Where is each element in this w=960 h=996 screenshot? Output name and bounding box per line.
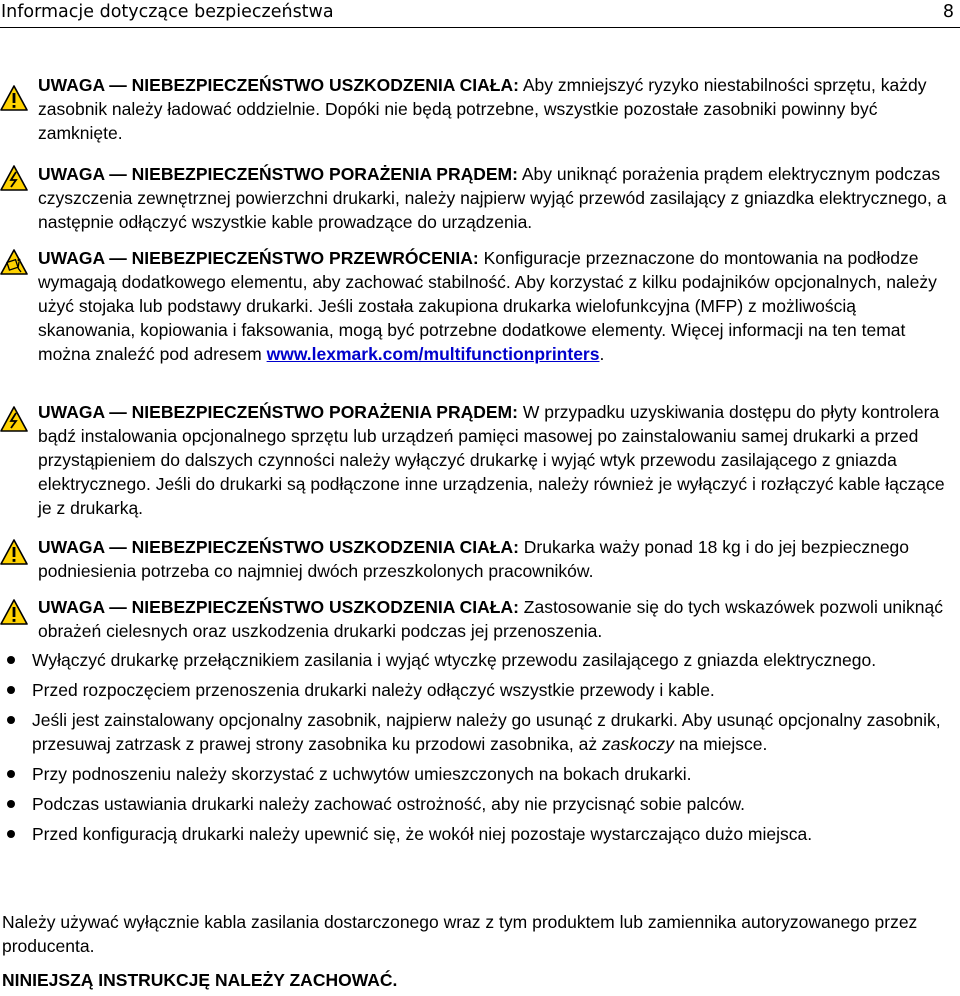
warning-block [0, 535, 950, 583]
list-item: Wyłączyć drukarkę przełącznikiem zasilania i wyjąć wtyczkę przewodu zasilającego z gniazda elektrycznego. [0, 648, 960, 672]
warning-exclamation-icon [0, 539, 28, 565]
warning-heading: UWAGA — NIEBEZPIECZEŃSTWO PORAŻENIA PRĄDEM: [38, 402, 518, 422]
warning-shock-icon [0, 406, 28, 432]
list-item: Przed rozpoczęciem przenoszenia drukarki należy odłączyć wszystkie przewody i kable. [0, 678, 960, 702]
warning-block [0, 162, 950, 234]
bullet-icon [7, 770, 15, 778]
bullet-icon [7, 686, 15, 694]
warning-heading: UWAGA — NIEBEZPIECZEŃSTWO USZKODZENIA CIAŁA: [38, 597, 519, 617]
page-header [0, 0, 960, 28]
list-item: Przy podnoszeniu należy skorzystać z uchwytów umieszczonych na bokach drukarki. [0, 762, 960, 786]
warning-text: Aby zmniejszyć ryzyko niestabilności sprzętu, każdy zasobnik należy ładować oddzielnie. Dopóki nie będą potrzebne, wszystkie pozostałe zasobniki powinny być zamknięte. [38, 75, 927, 143]
warning-block [0, 595, 950, 643]
multifunction-printers-link[interactable]: www.lexmark.com/multifunctionprinters [266, 344, 600, 364]
warning-block [0, 246, 950, 366]
warning-exclamation-icon [0, 599, 28, 625]
bullet-icon [7, 800, 15, 808]
warning-shock-icon [0, 165, 28, 191]
page-number: 8 [942, 2, 954, 22]
warning-block [0, 400, 950, 520]
save-instructions-footer: NINIEJSZĄ INSTRUKCJĘ NALEŻY ZACHOWAĆ. [2, 970, 398, 990]
warning-text: Aby uniknąć porażenia prądem elektrycznym podczas czyszczenia zewnętrznej powierzchni drukarki, należy najpierw wyjąć przewód zasilający z gniazdka elektrycznego, a następnie odłączyć wszystkie kable prowadzące do urządzenia. [38, 164, 947, 232]
warning-heading: UWAGA — NIEBEZPIECZEŃSTWO USZKODZENIA CIAŁA: [38, 537, 519, 557]
warning-block [0, 73, 940, 145]
warning-text: Konfiguracje przeznaczone do montowania na podłodze wymagają dodatkowego elementu, aby zachować stabilność. Aby korzystać z kilku podajników opcjonalnych, należy użyć stojaka lub podstawy drukarki. Jeśli została zakupiona drukarka wielofunkcyjna (MFP) z możliwością skanowania, kopiowania i faksowania, mogą być potrzebne dodatkowe elementy. Więcej informacji na ten temat można znaleźć pod adresem [38, 248, 937, 364]
warning-heading: UWAGA — NIEBEZPIECZEŃSTWO PORAŻENIA PRĄDEM: [38, 164, 518, 184]
warning-text: W przypadku uzyskiwania dostępu do płyty kontrolera bądź instalowania opcjonalnego sprzętu lub urządzeń pamięci masowej po zainstalowaniu samej drukarki a przed przystąpieniem do dalszych czynności należy wyłączyć drukarkę i wyjąć wtyk przewodu zasilającego z gniazda elektrycznego. Jeśli do drukarki są podłączone inne urządzenia, należy również je wyłączyć i rozłączyć kable łączące je z drukarką. [38, 402, 945, 518]
warning-text: Drukarka waży ponad 18 kg i do jej bezpiecznego podniesienia potrzeba co najmniej dwóch przeszkolonych pracowników. [38, 537, 910, 581]
warning-exclamation-icon [0, 85, 28, 111]
warning-heading: UWAGA — NIEBEZPIECZEŃSTWO PRZEWRÓCENIA: [38, 248, 479, 268]
warning-tipping-icon [0, 249, 28, 275]
list-item: Podczas ustawiania drukarki należy zachować ostrożność, aby nie przycisnąć sobie palców. [0, 792, 960, 816]
warning-text: Zastosowanie się do tych wskazówek pozwoli uniknąć obrażeń cielesnych oraz uszkodzenia drukarki podczas jej przenoszenia. [38, 597, 944, 641]
power-cord-note: Należy używać wyłącznie kabla zasilania dostarczonego wraz z tym produktem lub zamiennika autoryzowanego przez producenta. [2, 912, 918, 956]
warning-text-tail: . [599, 344, 605, 364]
list-item: Jeśli jest zainstalowany opcjonalny zasobnik, najpierw należy go usunąć z drukarki. Aby usunąć opcjonalny zasobnik, przesuwaj zatrzask z prawej strony zasobnika ku przodowi zasobnika, aż zaskoczy na miejsce. [0, 708, 960, 756]
list-item: Przed konfiguracją drukarki należy upewnić się, że wokół niej pozostaje wystarczająco dużo miejsca. [0, 822, 960, 846]
bullet-icon [7, 716, 15, 724]
warning-heading: UWAGA — NIEBEZPIECZEŃSTWO USZKODZENIA CIAŁA: [38, 75, 519, 95]
moving-instructions-list [0, 648, 960, 852]
bullet-icon [7, 656, 15, 664]
section-title: Informacje dotyczące bezpieczeństwa [1, 2, 334, 22]
bullet-icon [7, 830, 15, 838]
